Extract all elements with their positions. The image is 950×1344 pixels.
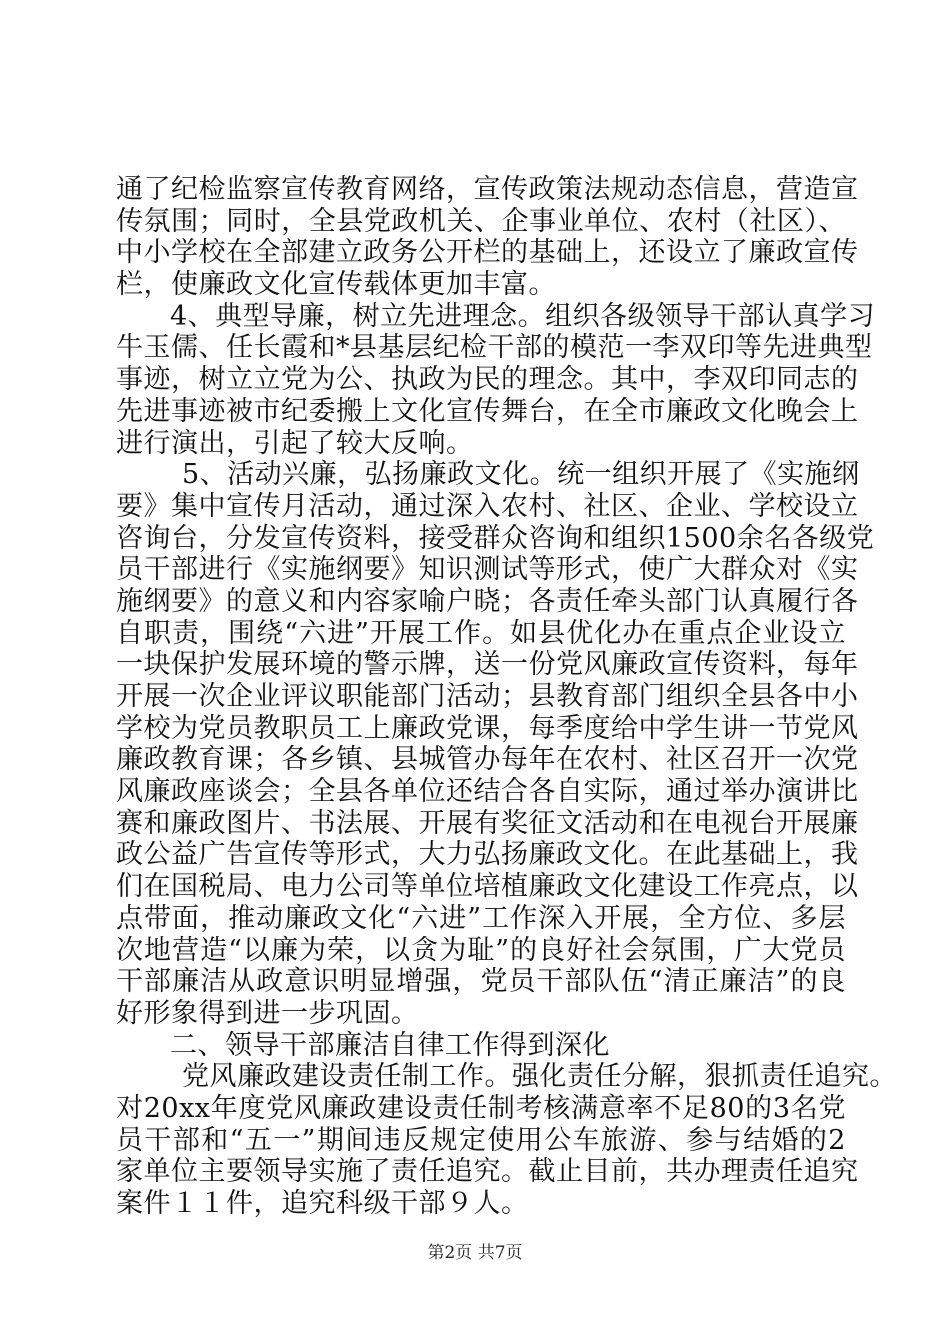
text-line: 一块保护发展环境的警示牌，送一份党风廉政宣传资料，每年 (116, 649, 859, 681)
text-line: 对20xx年度党风廉政建设责任制考核满意率不足80的3名党 (116, 1092, 846, 1124)
text-line: 中小学校在全部建立政务公开栏的基础上，还设立了廉政宣传 (116, 237, 859, 269)
text-line: 员干部进行《实施纲要》知识测试等形式，使广大群众对《实 (116, 554, 859, 586)
text-line: 传氛围；同时，全县党政机关、企事业单位、农村（社区）、 (116, 205, 846, 237)
text-line: 进行演出，引起了较大反响。 (116, 427, 474, 459)
text-line: 员干部和“五一”期间违反规定使用公车旅游、参与结婚的2 (116, 1124, 846, 1156)
text-line: 案件１１件，追究科级干部９人。 (116, 1188, 529, 1219)
text-line: 牛玉儒、任长霞和*县基层纪检干部的模范一李双印等先进典型 (116, 332, 873, 364)
page-footer (0, 1238, 950, 1263)
text-line: 4、典型导廉，树立先进理念。组织各级领导干部认真学习 (170, 300, 876, 332)
text-line: 们在国税局、电力公司等单位培植廉政文化建设工作亮点，以 (116, 871, 859, 903)
text-line: 好形象得到进一步巩固。 (116, 997, 419, 1029)
text-line: 施纲要》的意义和内容家喻户晓；各责任牵头部门认真履行各 (116, 585, 859, 617)
document-body (116, 174, 897, 1220)
page-number: 第2页 共7页 (427, 1243, 523, 1263)
text-line: 党风廉政建设责任制工作。强化责任分解，狠抓责任追究。 (182, 1061, 897, 1093)
text-line: 家单位主要领导实施了责任追究。截止目前，共办理责任追究 (116, 1156, 859, 1188)
text-line: 赛和廉政图片、书法展、开展有奖征文活动和在电视台开展廉 (116, 807, 859, 839)
text-line: 栏，使廉政文化宣传载体更加丰富。 (116, 269, 556, 301)
text-line: 廉政教育课；各乡镇、县城管办每年在农村、社区召开一次党 (116, 744, 859, 776)
text-line: 学校为党员教职员工上廉政党课，每季度给中学生讲一节党风 (116, 712, 859, 744)
text-line: 咨询台，分发宣传资料，接受群众咨询和组织1500余名各级党 (116, 522, 875, 554)
text-line: 政公益广告宣传等形式，大力弘扬廉政文化。在此基础上，我 (116, 839, 859, 871)
text-line: 开展一次企业评议职能部门活动；县教育部门组织全县各中小 (116, 681, 859, 712)
text-line: 点带面，推动廉政文化“六进”工作深入开展，全方位、多层 (116, 902, 846, 934)
text-line: 风廉政座谈会；全县各单位还结合各自实际，通过举办演讲比 (116, 776, 859, 808)
text-line: 要》集中宣传月活动，通过深入农村、社区、企业、学校设立 (116, 490, 859, 522)
text-line: 干部廉洁从政意识明显增强，党员干部队伍“清正廉洁”的良 (116, 966, 846, 998)
text-line: 先进事迹被市纪委搬上文化宣传舞台，在全市廉政文化晚会上 (116, 395, 859, 427)
text-line: 自职责，围绕“六进”开展工作。如县优化办在重点企业设立 (116, 617, 846, 649)
text-line: 通了纪检监察宣传教育网络，宣传政策法规动态信息，营造宣 (116, 174, 859, 205)
text-line: 事迹，树立立党为公、执政为民的理念。其中，李双印同志的 (116, 364, 859, 396)
text-line: 5、活动兴廉，弘扬廉政文化。统一组织开展了《实施纲 (182, 459, 860, 491)
section-heading: 二、领导干部廉洁自律工作得到深化 (170, 1029, 610, 1061)
text-line: 次地营造“以廉为荣，以贪为耻”的良好社会氛围，广大党员 (116, 934, 846, 966)
